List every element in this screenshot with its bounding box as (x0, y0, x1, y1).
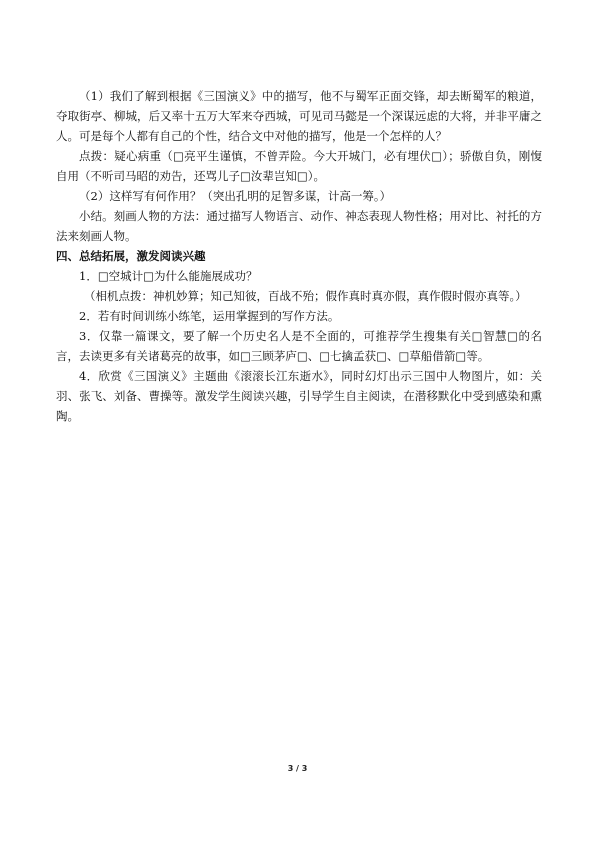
paragraph-hint: 点拨：疑心病重（□亮平生谨慎，不曾弄险。今大开城门，必有埋伏□）；骄傲自负，刚愎自用（不听司马昭的劝告，还骂儿子□汝辈岂知□）。 (56, 149, 542, 183)
paragraph-question-2: （2）这样写有何作用？（突出孔明的足智多谋，计高一筹。） (79, 189, 392, 203)
list-item-1: 1．□空城计□为什么能施展成功？ (79, 269, 258, 283)
list-item-2: 2．若有时间训练小练笔，运用掌握到的写作方法。 (79, 309, 340, 323)
document-body (56, 86, 542, 426)
page-number: 3 / 3 (287, 764, 308, 773)
list-item-1-hint: （相机点拨：神机妙算；知己知彼，百战不殆；假作真时真亦假，真作假时假亦真等。） (84, 289, 527, 303)
paragraph-question-1: （1）我们了解到根据《三国演义》中的描写，他不与蜀军正面交锋，却去断蜀军的粮道，夺取街亭、柳城，后又率十五万大军来夺西城，可见司马懿是一个深谋远虑的大将，并非平庸之人。可是每个人都有自己的个性，结合文中对他的描写，他是一个怎样的人？ (56, 89, 542, 143)
list-item-3: 3．仅靠一篇课文，要了解一个历史名人是不全面的，可推荐学生搜集有关□智慧□的名言，去读更多有关诸葛亮的故事，如□三顾茅庐□、□七擒孟获□、□草船借箭□等。 (56, 329, 542, 363)
paragraph-summary: 小结。刻画人物的方法：通过描写人物语言、动作、神态表现人物性格；用对比、衬托的方法来刻画人物。 (56, 209, 542, 243)
section-heading: 四、总结拓展，激发阅读兴趣 (56, 249, 206, 263)
list-item-4: 4．欣赏《三国演义》主题曲《滚滚长江东逝水》，同时幻灯出示三国中人物图片，如：关羽、张飞、刘备、曹操等。激发学生阅读兴趣，引导学生自主阅读，在潜移默化中受到感染和熏陶。 (56, 369, 542, 423)
